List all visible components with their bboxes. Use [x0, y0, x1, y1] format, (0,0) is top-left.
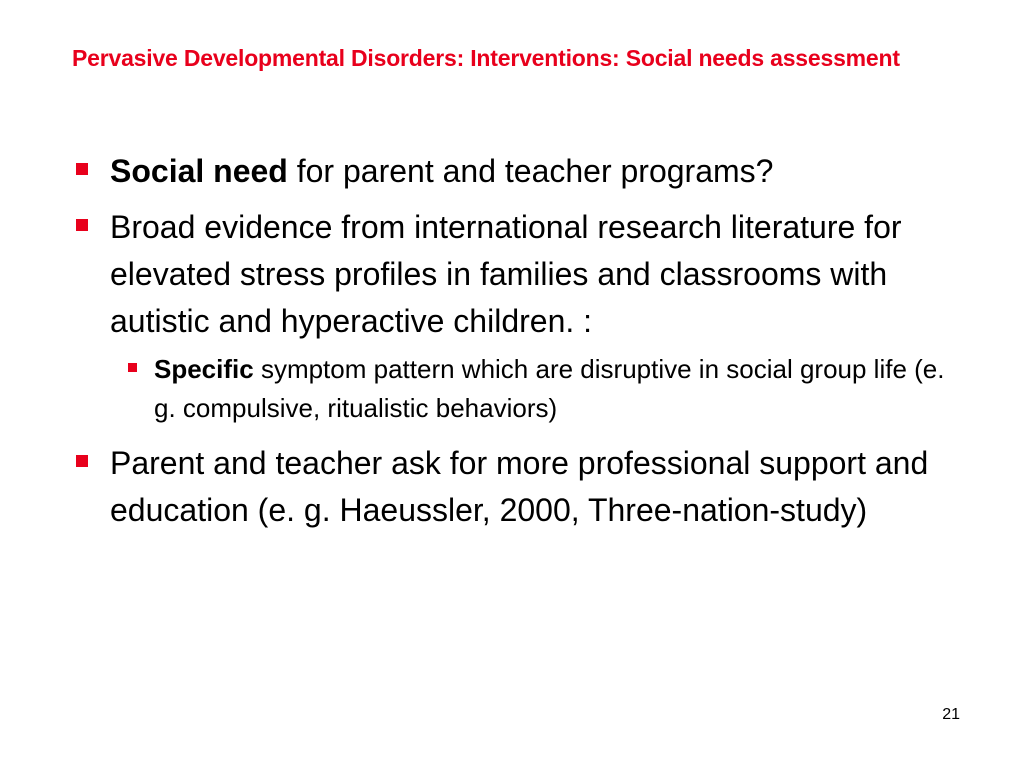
- bullet-text: Parent and teacher ask for more professional support and education (e. g. Haeussler, 2000, Three-nation-study): [110, 445, 929, 528]
- bullet-item-broad-evidence: [74, 204, 954, 345]
- bullet-text: symptom pattern which are disruptive in social group life (e. g. compulsive, ritualistic behaviors): [154, 354, 945, 423]
- page-number: 21: [942, 706, 960, 723]
- bullet-bold-text: Specific: [154, 354, 254, 384]
- square-bullet-icon: [76, 163, 88, 175]
- bullet-text: for parent and teacher programs?: [287, 153, 774, 189]
- sub-bullet-item-specific: [118, 350, 954, 428]
- bullet-text: Broad evidence from international research literature for elevated stress profiles in families and classrooms with autistic and hyperactive children. :: [110, 209, 902, 339]
- bullet-item-parent-teacher: [74, 440, 954, 534]
- bullet-item-social-need: [74, 148, 954, 195]
- slide-title: Pervasive Developmental Disorders: Interventions: Social needs assessment: [72, 45, 900, 71]
- square-bullet-icon: [76, 219, 88, 231]
- square-bullet-icon: [76, 455, 88, 467]
- bullet-bold-text: Social need: [110, 153, 288, 189]
- slide-body: [74, 148, 954, 543]
- square-bullet-icon: [128, 363, 137, 372]
